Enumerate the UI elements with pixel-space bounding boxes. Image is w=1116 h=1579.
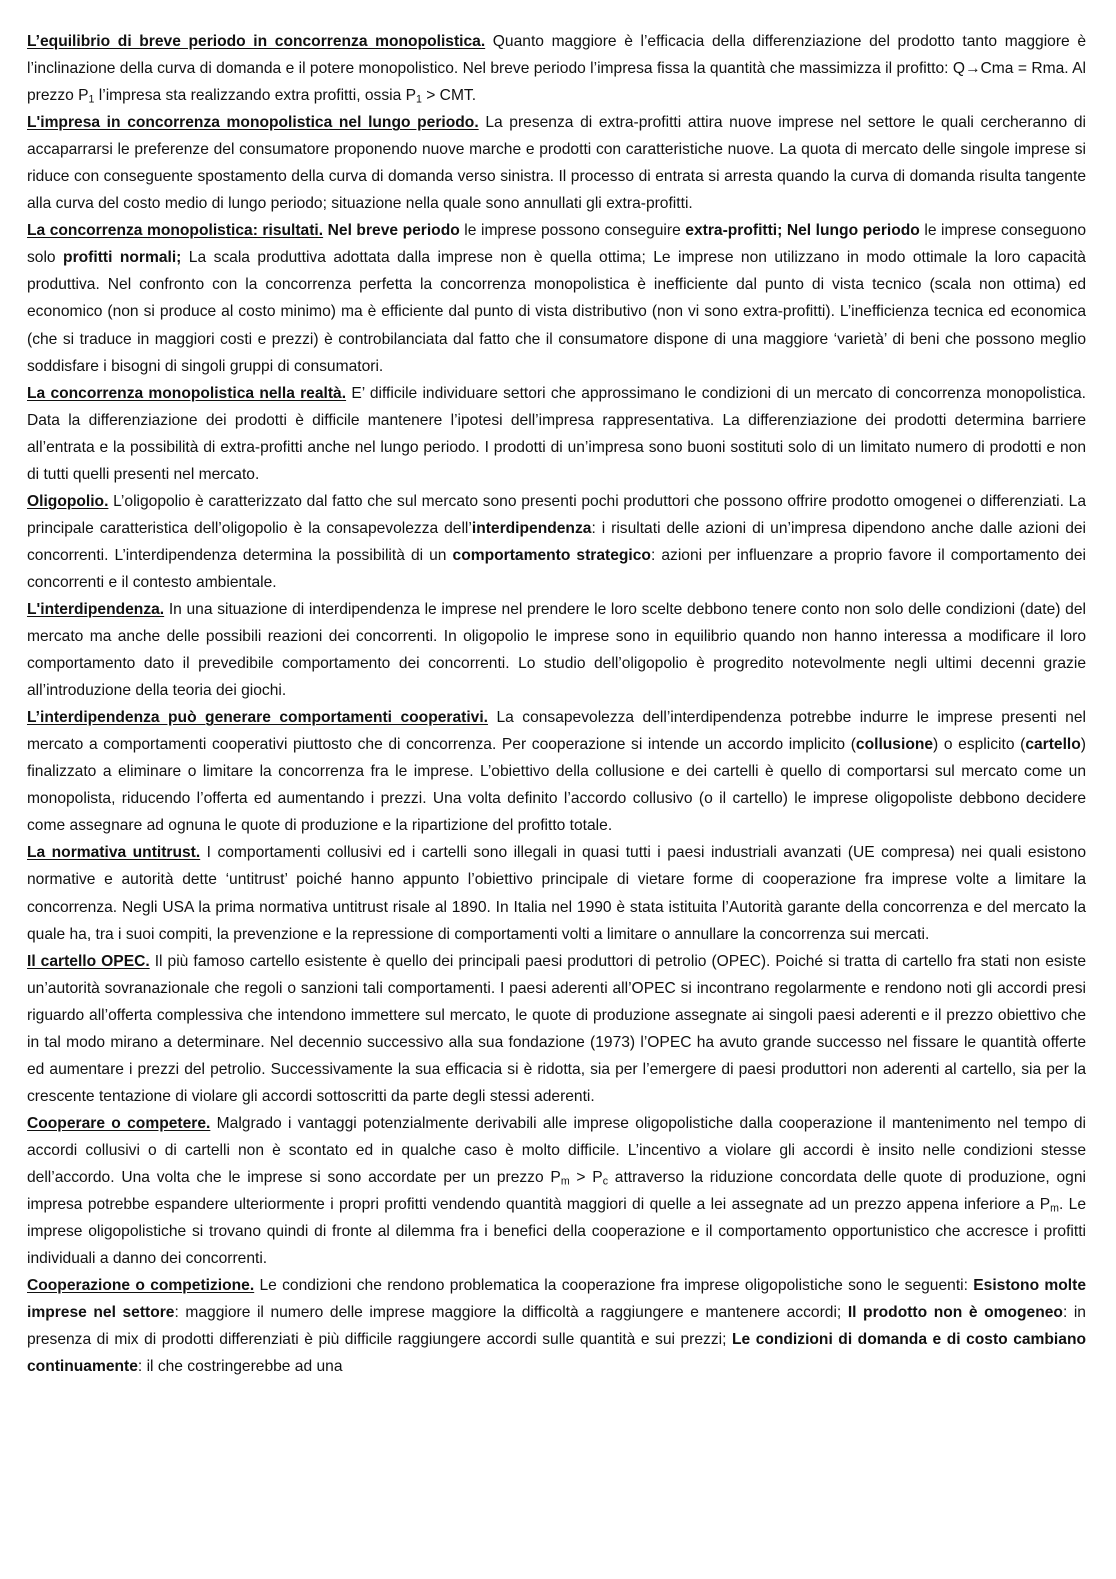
- paragraph-heading: L'impresa in concorrenza monopolistica nel lungo periodo.: [27, 114, 479, 132]
- subscript: m: [560, 1175, 570, 1188]
- bold-term: extra-profitti; Nel lungo periodo: [685, 222, 920, 240]
- paragraph-text: l’impresa sta realizzando extra profitti, ossia P: [94, 87, 416, 105]
- paragraph-text: Quanto maggiore è l’efficacia della differenziazione del prodotto tanto maggiore è l’inclinazione della curva di domanda e il potere monopolistico. Nel breve periodo l’impresa fissa la quantità che massimizza il profitto: Q→Cma = Rma. Al prezzo P: [27, 33, 1086, 105]
- paragraph-text: : il che costringerebbe ad una: [137, 1358, 343, 1376]
- paragraph-antitrust: [27, 839, 1086, 947]
- paragraph-text: La presenza di extra-profitti attira nuove imprese nel settore le quali cercheranno di accaparrarsi le preferenze del consumatore proponendo nuove marche e prodotti con caratteristiche nuove. La quota di mercato delle singole imprese si riduce con conseguente spostamento della curva di domanda verso sinistra. Il processo di entrata si arresta quando la curva di domanda risulta tangente alla curva del costo medio di lungo periodo; situazione nella quale sono annullati gli extra-profitti.: [27, 114, 1087, 213]
- paragraph-reality: [27, 380, 1086, 488]
- paragraph-heading: L'interdipendenza.: [27, 600, 165, 618]
- paragraph-interdependence: [27, 596, 1086, 704]
- paragraph-text: le imprese possono conseguire: [459, 222, 686, 240]
- bold-term: profitti normali;: [63, 249, 182, 267]
- bold-term: comportamento strategico: [452, 546, 651, 564]
- paragraph-heading: Cooperazione o competizione.: [27, 1277, 255, 1295]
- paragraph-short-run-equilibrium: [27, 28, 1086, 109]
- paragraph-cooperate-or-compete: [27, 1110, 1086, 1272]
- bold-term: Il prodotto non è omogeneo: [847, 1304, 1063, 1322]
- paragraph-text: L’oligopolio è caratterizzato dal fatto che sul mercato sono presenti pochi produttori che possono offrire prodotto omogenei o differenziati. La principale caratteristica dell’oligopolio è la consapevolezza dell’: [27, 492, 1086, 537]
- paragraph-text: le imprese conseguono solo: [27, 222, 1086, 267]
- bold-term: Le condizioni di domanda e di costo cambiano continuamente: [27, 1331, 1086, 1376]
- paragraph-heading: L’interdipendenza può generare comportamenti cooperativi.: [27, 709, 489, 727]
- paragraph-heading: La concorrenza monopolistica nella realtà.: [27, 384, 347, 402]
- paragraph-text: : azioni per influenzare a proprio favore il comportamento dei concorrenti e il contesto ambientale.: [27, 546, 1086, 591]
- paragraph-heading: La normativa untitrust.: [27, 844, 201, 862]
- paragraph-text: > P: [569, 1168, 603, 1186]
- paragraph-text: In una situazione di interdipendenza le imprese nel prendere le loro scelte debbono tenere conto non solo delle condizioni (date) del mercato ma anche delle possibili reazioni dei concorrenti. In oligopolio le imprese sono in equilibrio quando non hanno interessa a modificare il loro comportamento dato il prevedibile comportamento dei concorrenti. Lo studio dell’oligopolio è progredito notevolmente negli ultimi decenni grazie all’introduzione della teoria dei giochi.: [27, 600, 1086, 700]
- subscript: 1: [88, 93, 95, 106]
- paragraph-heading: Il cartello OPEC.: [27, 952, 150, 970]
- paragraph-text: attraverso la riduzione concordata delle quote di produzione, ogni impresa potrebbe espandere ulteriormente i propri profitti vendendo quantità maggiori di quelle a lei assegnate ad un prezzo appena inferiore a P: [27, 1168, 1086, 1214]
- paragraph-text: ) o esplicito (: [933, 736, 1026, 754]
- paragraph-text: . Le imprese oligopolistiche si trovano quindi di fronte al dilemma fra i benefici della cooperazione e il comportamento opportunistico che accresce i profitti individuali a danno dei concorrenti.: [27, 1196, 1086, 1268]
- subscript: 1: [416, 93, 422, 106]
- bold-term: interdipendenza: [471, 519, 592, 537]
- bold-term: Esistono molte imprese nel settore: [27, 1277, 1086, 1322]
- paragraph-cooperative-behavior: [27, 704, 1086, 839]
- paragraph-heading: Cooperare o competere.: [27, 1114, 211, 1132]
- paragraph-text: Malgrado i vantaggi potenzialmente derivabili alle imprese oligopolistiche dalla cooperazione il mantenimento nel tempo di accordi collusivi o di cartelli non è scontato ed in qualche caso è molto difficile. L’incentivo a violare gli accordi è insito nelle condizioni stesse dell’accordo. Una volta che le imprese si sono accordate per un prezzo P: [27, 1114, 1086, 1186]
- paragraph-text: E’ difficile individuare settori che approssimano le condizioni di un mercato di concorrenza monopolistica. Data la differenziazione dei prodotti è difficile mantenere l’ipotesi dell’impresa rappresentativa. La differenziazione dei prodotti determina barriere all’entrata e la possibilità di extra-profitti anche nel lungo periodo. I prodotti di un’impresa sono buoni sostituti solo di un limitato numero di prodotti e non di tutti quelli presenti nel mercato.: [27, 384, 1087, 483]
- paragraph-results: [27, 217, 1086, 379]
- paragraph-text: I comportamenti collusivi ed i cartelli sono illegali in quasi tutti i paesi industriali avanzati (UE compresa) nei quali esistono normative e autorità dette ‘untitrust’ poiché hanno appunto l’obiettivo principale di vietare forme di cooperazione fra imprese volte a limitare la concorrenza. Negli USA la prima normativa untitrust risale al 1890. In Italia nel 1990 è stata istituita l’Autorità garante della concorrenza e del mercato la quale ha, tra i suoi compiti, la prevenzione e la repressione di comportamenti volti a limitare o annullare la concorrenza sui mercati.: [27, 844, 1087, 943]
- paragraph-long-run: [27, 109, 1086, 217]
- paragraph-text: La scala produttiva adottata dalla imprese non è quella ottima; Le imprese non utilizzano in modo ottimale la loro capacità produttiva. Nel confronto con la concorrenza perfetta la concorrenza monopolistica è inefficiente dal punto di vista tecnico (scala non ottima) ed economico (non si produce al costo minimo) ma è efficiente dal punto di vista distributivo (non vi sono extra-profitti). L’inefficienza tecnica ed economica (che si traduce in maggiori costi e prezzi) è controbilanciata dal fatto che il consumatore dispone di una maggiore ‘varietà’ di beni che possono meglio soddisfare i bisogni di singoli gruppi di consumatori.: [27, 249, 1086, 375]
- paragraph-text: La consapevolezza dell’interdipendenza potrebbe indurre le imprese presenti nel mercato a comportamenti cooperativi piuttosto che di concorrenza. Per cooperazione si intende un accordo implicito (: [27, 709, 1086, 754]
- paragraph-heading: La concorrenza monopolistica: risultati.: [27, 222, 324, 240]
- bold-term: Nel breve periodo: [323, 222, 460, 240]
- paragraph-text: ) finalizzato a eliminare o limitare la concorrenza fra le imprese. L’obiettivo della collusione e dei cartelli è quello di comportarsi sul mercato come un monopolista, riducendo l’offerta ed aumentando i prezzi. Una volta definito l’accordo collusivo (o il cartello) le imprese oligopoliste debbono decidere come assegnare ad ognuna le quote di produzione e la ripartizione del profitto totale.: [27, 736, 1086, 835]
- paragraph-text: : i risultati delle azioni di un’impresa dipendono anche dalle azioni dei concorrenti. L’interdipendenza determina la possibilità di un: [27, 519, 1087, 564]
- paragraph-heading: Oligopolio.: [27, 492, 109, 510]
- paragraph-text: : in presenza di mix di prodotti differenziati è più difficile raggiungere accordi sulle quantità e sui prezzi;: [27, 1304, 1086, 1349]
- paragraph-cooperation-or-competition: [27, 1272, 1086, 1380]
- paragraph-oligopoly: [27, 488, 1086, 596]
- paragraph-text: : maggiore il numero delle imprese maggiore la difficoltà a raggiungere e mantenere accordi;: [174, 1304, 848, 1322]
- subscript: m: [1050, 1202, 1059, 1215]
- paragraph-text: Le condizioni che rendono problematica la cooperazione fra imprese oligopolistiche sono le seguenti:: [254, 1277, 974, 1295]
- paragraph-text: Il più famoso cartello esistente è quello dei principali paesi produttori di petrolio (OPEC). Poiché si tratta di cartello fra stati non esiste un’autorità sovranazionale che regoli o sanzioni tali comportamenti. I paesi aderenti all’OPEC si incontrano regolarmente e rendono noti gli accordi presi riguardo all’offerta complessiva che intendono immettere sul mercato, le quote di produzione assegnate ai singoli paesi aderenti e il prezzo obiettivo che in tal modo mirano a determinare. Nel decennio successivo alla sua fondazione (1973) l’OPEC ha avuto grande successo nel fissare le quantità offerte ed aumentare i prezzi del petrolio. Successivamente la sua efficacia si è ridotta, sia per l’emergere di paesi produttori non aderenti al cartello, sia per la crescente tentazione di violare gli accordi sottoscritti da parte degli stessi aderenti.: [27, 952, 1086, 1105]
- paragraph-heading: L’equilibrio di breve periodo in concorrenza monopolistica.: [27, 33, 486, 50]
- paragraph-text: > CMT.: [421, 87, 477, 105]
- subscript: c: [602, 1175, 608, 1188]
- bold-term: collusione: [855, 736, 934, 754]
- paragraph-opec: [27, 948, 1086, 1110]
- bold-term: cartello: [1025, 736, 1081, 754]
